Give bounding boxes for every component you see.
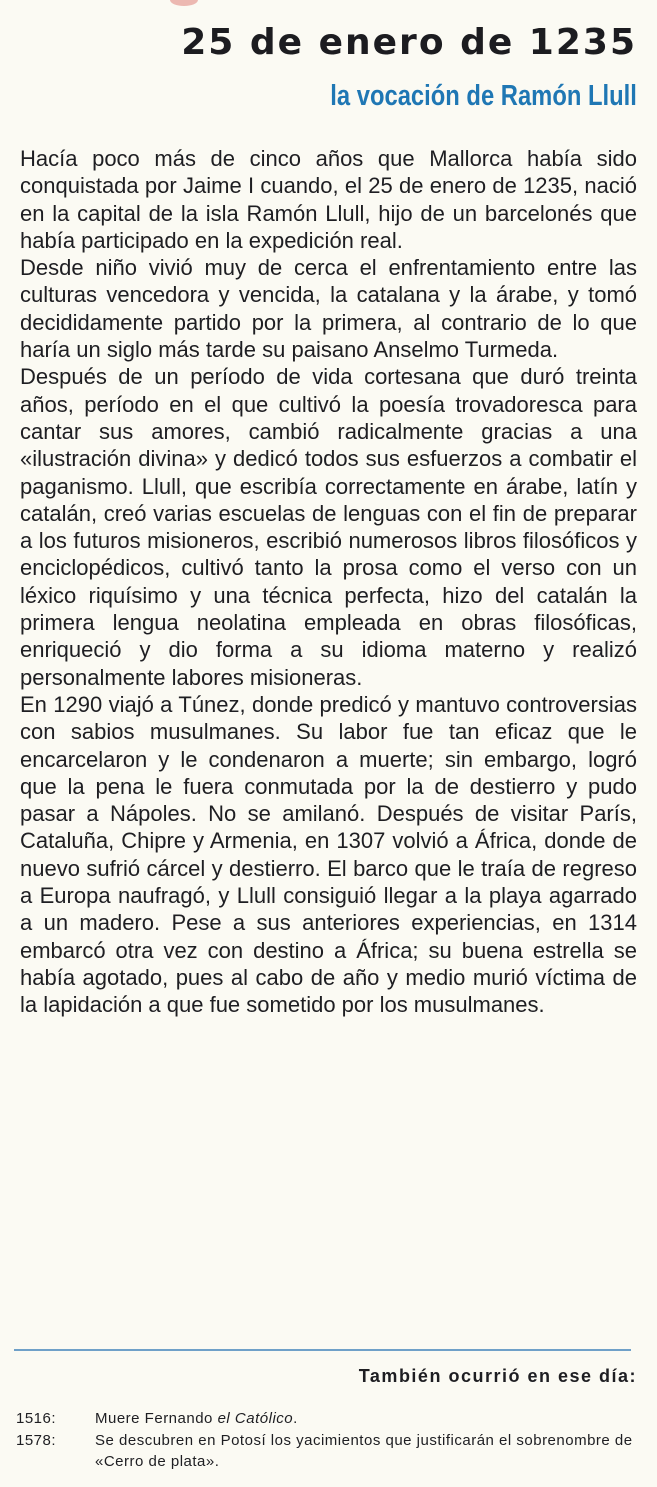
article-body: [20, 145, 637, 1019]
paragraph-4: En 1290 viajó a Túnez, donde predicó y mantuvo controversias con sabios musulmanes. Su labor fue tan eficaz que le encarcelaron y le condenaron a muerte; sin embargo, logró que la pena le fuera conmutada por la de destierro y pudo pasar a Nápoles. No se amilanó. Después de visitar París, Cataluña, Chipre y Armenia, en 1307 volvió a África, donde de nuevo sufrió cárcel y destierro. El barco que le traía de regreso a Europa naufragó, y Llull consiguió llegar a la playa agarrado a un madero. Pese a sus anteriores experiencias, en 1314 embarcó otra vez con destino a África; su buena estrella se había agotado, pues al cabo de año y medio murió víctima de la lapidación a que fue sometido por los musulmanes.: [20, 691, 637, 1018]
event-description: [95, 1430, 641, 1472]
paragraph-2: Desde niño vivió muy de cerca el enfrentamiento entre las culturas vencedora y vencida, la catalana y la árabe, y tomó decididamente partido por la primera, al contrario de lo que haría un siglo más tarde su paisano Anselmo Turmeda.: [20, 255, 637, 363]
page-title-date: 25 de enero de 1235: [181, 22, 637, 63]
corner-ink-mark: [170, 0, 198, 6]
event-text-after: .: [293, 1410, 298, 1427]
event-text-italic: el Católico: [217, 1410, 294, 1427]
event-text: Muere Fernando: [95, 1410, 218, 1427]
event-text: Se descubren en Potosí los yacimientos que justificarán el sobrenombre de «Cerro de plata».: [95, 1432, 633, 1470]
event-item: [16, 1408, 641, 1429]
section-divider: [14, 1349, 631, 1351]
paragraph-1: Hacía poco más de cinco años que Mallorca había sido conquistada por Jaime I cuando, el 25 de enero de 1235, nació en la capital de la isla Ramón Llull, hijo de un barcelonés que había participado en la expedición real.: [20, 146, 637, 253]
events-list: [16, 1408, 641, 1473]
also-happened-heading: También ocurrió en ese día:: [358, 1366, 637, 1386]
page-subtitle: la vocación de Ramón Llull: [330, 80, 637, 112]
paragraph-3: Después de un período de vida cortesana que duró treinta años, período en el que cultivó la poesía trovadoresca para cantar sus amores, cambió radicalmente gracias a una «ilustración divina» y dedicó todos sus esfuerzos a combatir el paganismo. Llull, que escribía correctamente en árabe, latín y catalán, creó varias escuelas de lenguas con el fin de preparar a los futuros misioneros, escribió numerosos libros filosóficos y enciclopédicos, cultivó tanto la prosa como el verso con un léxico riquísimo y una técnica perfecta, hizo del catalán la primera lengua neolatina empleada en obras filosóficas, enriqueció y dio forma a su idioma materno y realizó personalmente labores misioneras.: [20, 364, 637, 690]
event-year: 1578:: [16, 1432, 57, 1449]
event-year: 1516:: [16, 1410, 57, 1427]
event-item: [16, 1430, 641, 1472]
event-description: [95, 1408, 641, 1429]
